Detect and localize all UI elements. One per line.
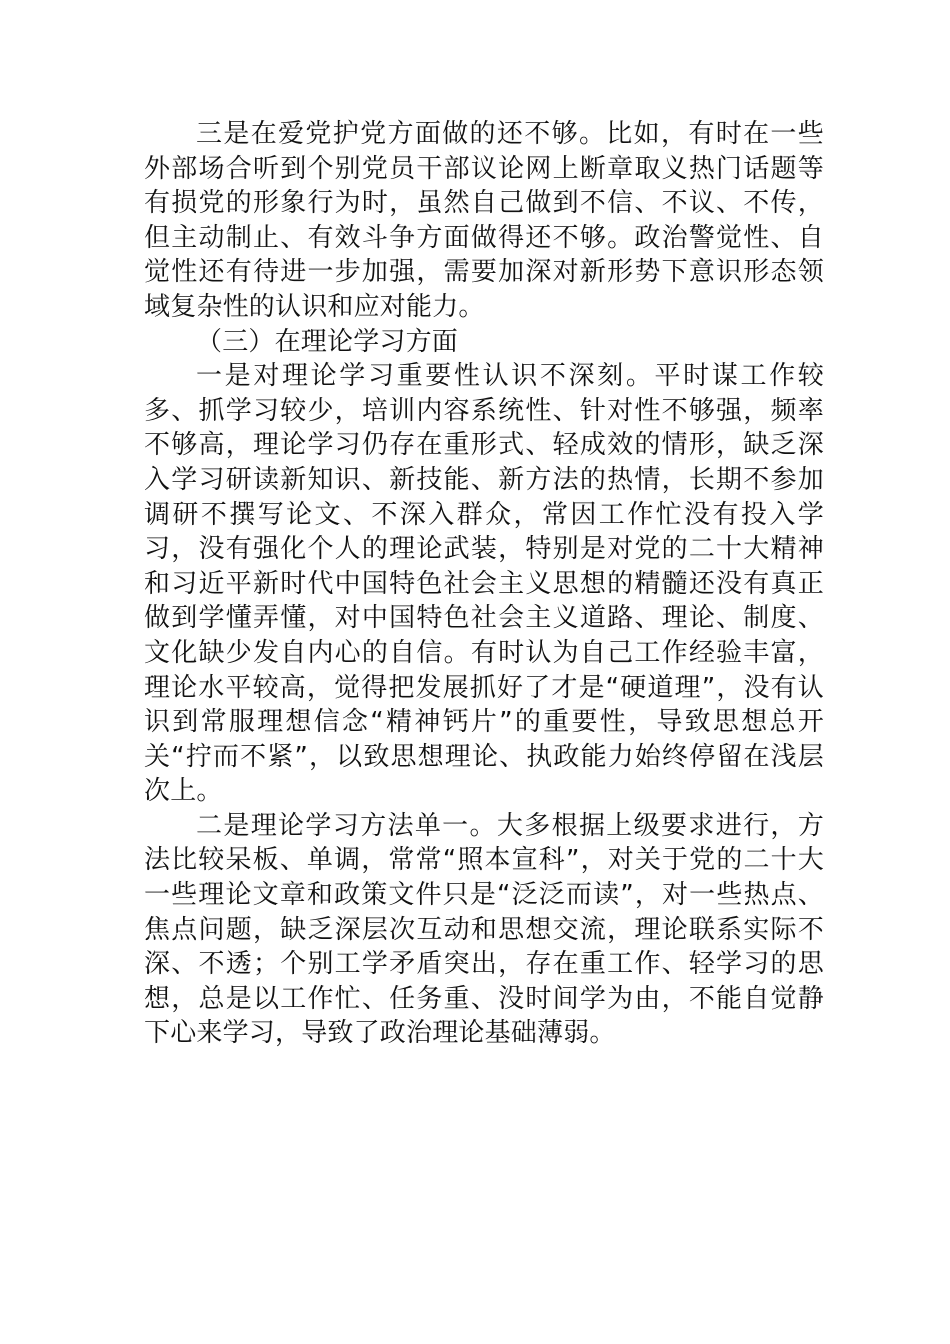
paragraph-party-protection: 三是在爱党护党方面做的还不够。比如，有时在一些外部场合听到个别党员干部议论网上断章取义热门话题等有损党的形象行为时，虽然自己做到不信、不议、不传，但主动制止、有效斗争方面做得还不够。政治警觉性、自觉性还有待进一步加强，需要加深对新形势下意识形态领域复杂性的认识和应对能力。 [144, 119, 824, 322]
paragraph-theory-method: 二是理论学习方法单一。大多根据上级要求进行，方法比较呆板、单调，常常“照本宣科”，对关于党的二十大一些理论文章和政策文件只是“泛泛而读”，对一些热点、焦点问题，缺乏深层次互动和思想交流，理论联系实际不深、不透；个别工学矛盾突出，存在重工作、轻学习的思想，总是以工作忙、任务重、没时间学为由，不能自觉静下心来学习，导致了政治理论基础薄弱。 [144, 810, 824, 1049]
section-heading-theory-study: （三）在理论学习方面 [196, 326, 459, 357]
paragraph-theory-importance: 一是对理论学习重要性认识不深刻。平时谋工作较多、抓学习较少，培训内容系统性、针对性不够强，频率不够高，理论学习仍存在重形式、轻成效的情形，缺乏深入学习研读新知识、新技能、新方法的热情，长期不参加调研不撰写论文、不深入群众，常因工作忙没有投入学习，没有强化个人的理论武装，特别是对党的二十大精神和习近平新时代中国特色社会主义思想的精髓还没有真正做到学懂弄懂，对中国特色社会主义道路、理论、制度、文化缺少发自内心的自信。有时认为自己工作经验丰富，理论水平较高，觉得把发展抓好了才是“硬道理”，没有认识到常服理想信念“精神钙片”的重要性，导致思想总开关“拧而不紧”，以致思想理论、执政能力始终停留在浅层次上。 [144, 361, 824, 807]
document-body [144, 117, 824, 1051]
